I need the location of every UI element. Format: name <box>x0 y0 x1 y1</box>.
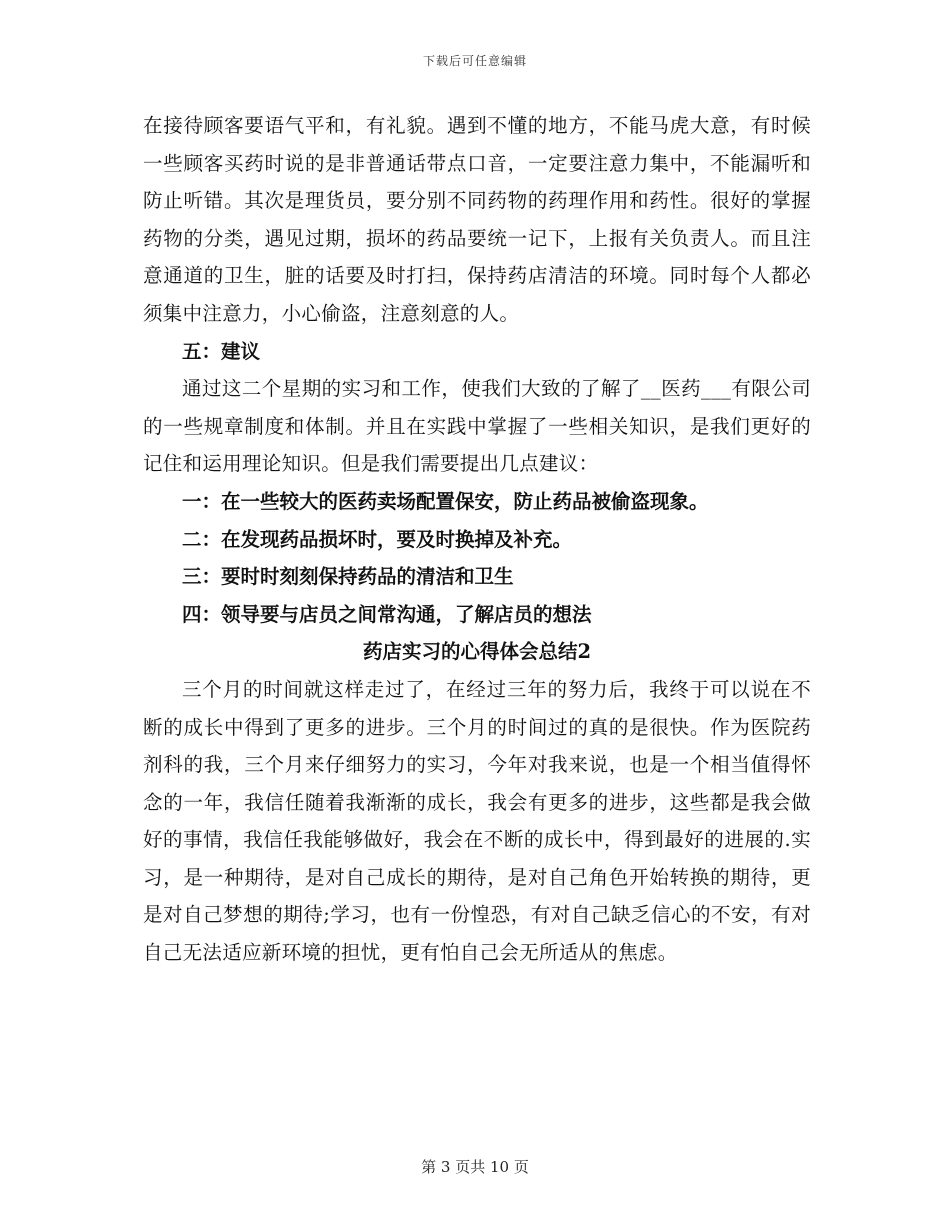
section-heading-suggestions: 五：建议 <box>182 339 261 363</box>
suggestion-item-2: 二：在发现药品损坏时，要及时换掉及补充。 <box>182 527 573 551</box>
suggestion-item-4: 四：领导要与店员之间常沟通，了解店员的想法 <box>182 602 592 626</box>
document-body <box>143 107 811 972</box>
article-title: 药店实习的心得体会总结2 <box>362 640 592 664</box>
paragraph-internship-summary: 通过这二个星期的实习和工作，使我们大致的了解了__医药___有限公司的一些规章制度和体制。并且在实践中掌握了一些相关知识，是我们更好的记住和运用理论知识。但是我们需要提出几点建议： <box>143 377 811 476</box>
page-number: 第 3 页共 10 页 <box>421 1158 529 1176</box>
paragraph-reception: 在接待顾客要语气平和，有礼貌。遇到不懂的地方，不能马虎大意，有时候一些顾客买药时说的是非普通话带点口音，一定要注意力集中，不能漏听和防止听错。其次是理货员，要分别不同药物的药理作用和药性。很好的掌握药物的分类，遇见过期，损坏的药品要统一记下，上报有关负责人。而且注意通道的卫生，脏的话要及时打扫，保持药店清洁的环境。同时每个人都必须集中注意力，小心偷盗，注意刻意的人。 <box>143 114 811 325</box>
paragraph-three-months: 三个月的时间就这样走过了，在经过三年的努力后，我终于可以说在不断的成长中得到了更多的进步。三个月的时间过的真的是很快。作为医院药剂科的我，三个月来仔细努力的实习，今年对我来说，也是一个相当值得怀念的一年，我信任随着我渐渐的成长，我会有更多的进步，这些都是我会做好的事情，我信任我能够做好，我会在不断的成长中，得到最好的进展的.实习，是一种期待，是对自己成长的期待，是对自己角色开始转换的期待，更是对自己梦想的期待;学习，也有一份惶恐，有对自己缺乏信心的不安，有对自己无法适应新环境的担忧，更有怕自己会无所适从的焦虑。 <box>143 677 811 965</box>
suggestion-item-1: 一：在一些较大的医药卖场配置保安，防止药品被偷盗现象。 <box>182 489 709 513</box>
page-header: 下载后可任意编辑 <box>422 54 527 68</box>
suggestion-item-3: 三：要时时刻刻保持药品的清洁和卫生 <box>182 565 514 589</box>
